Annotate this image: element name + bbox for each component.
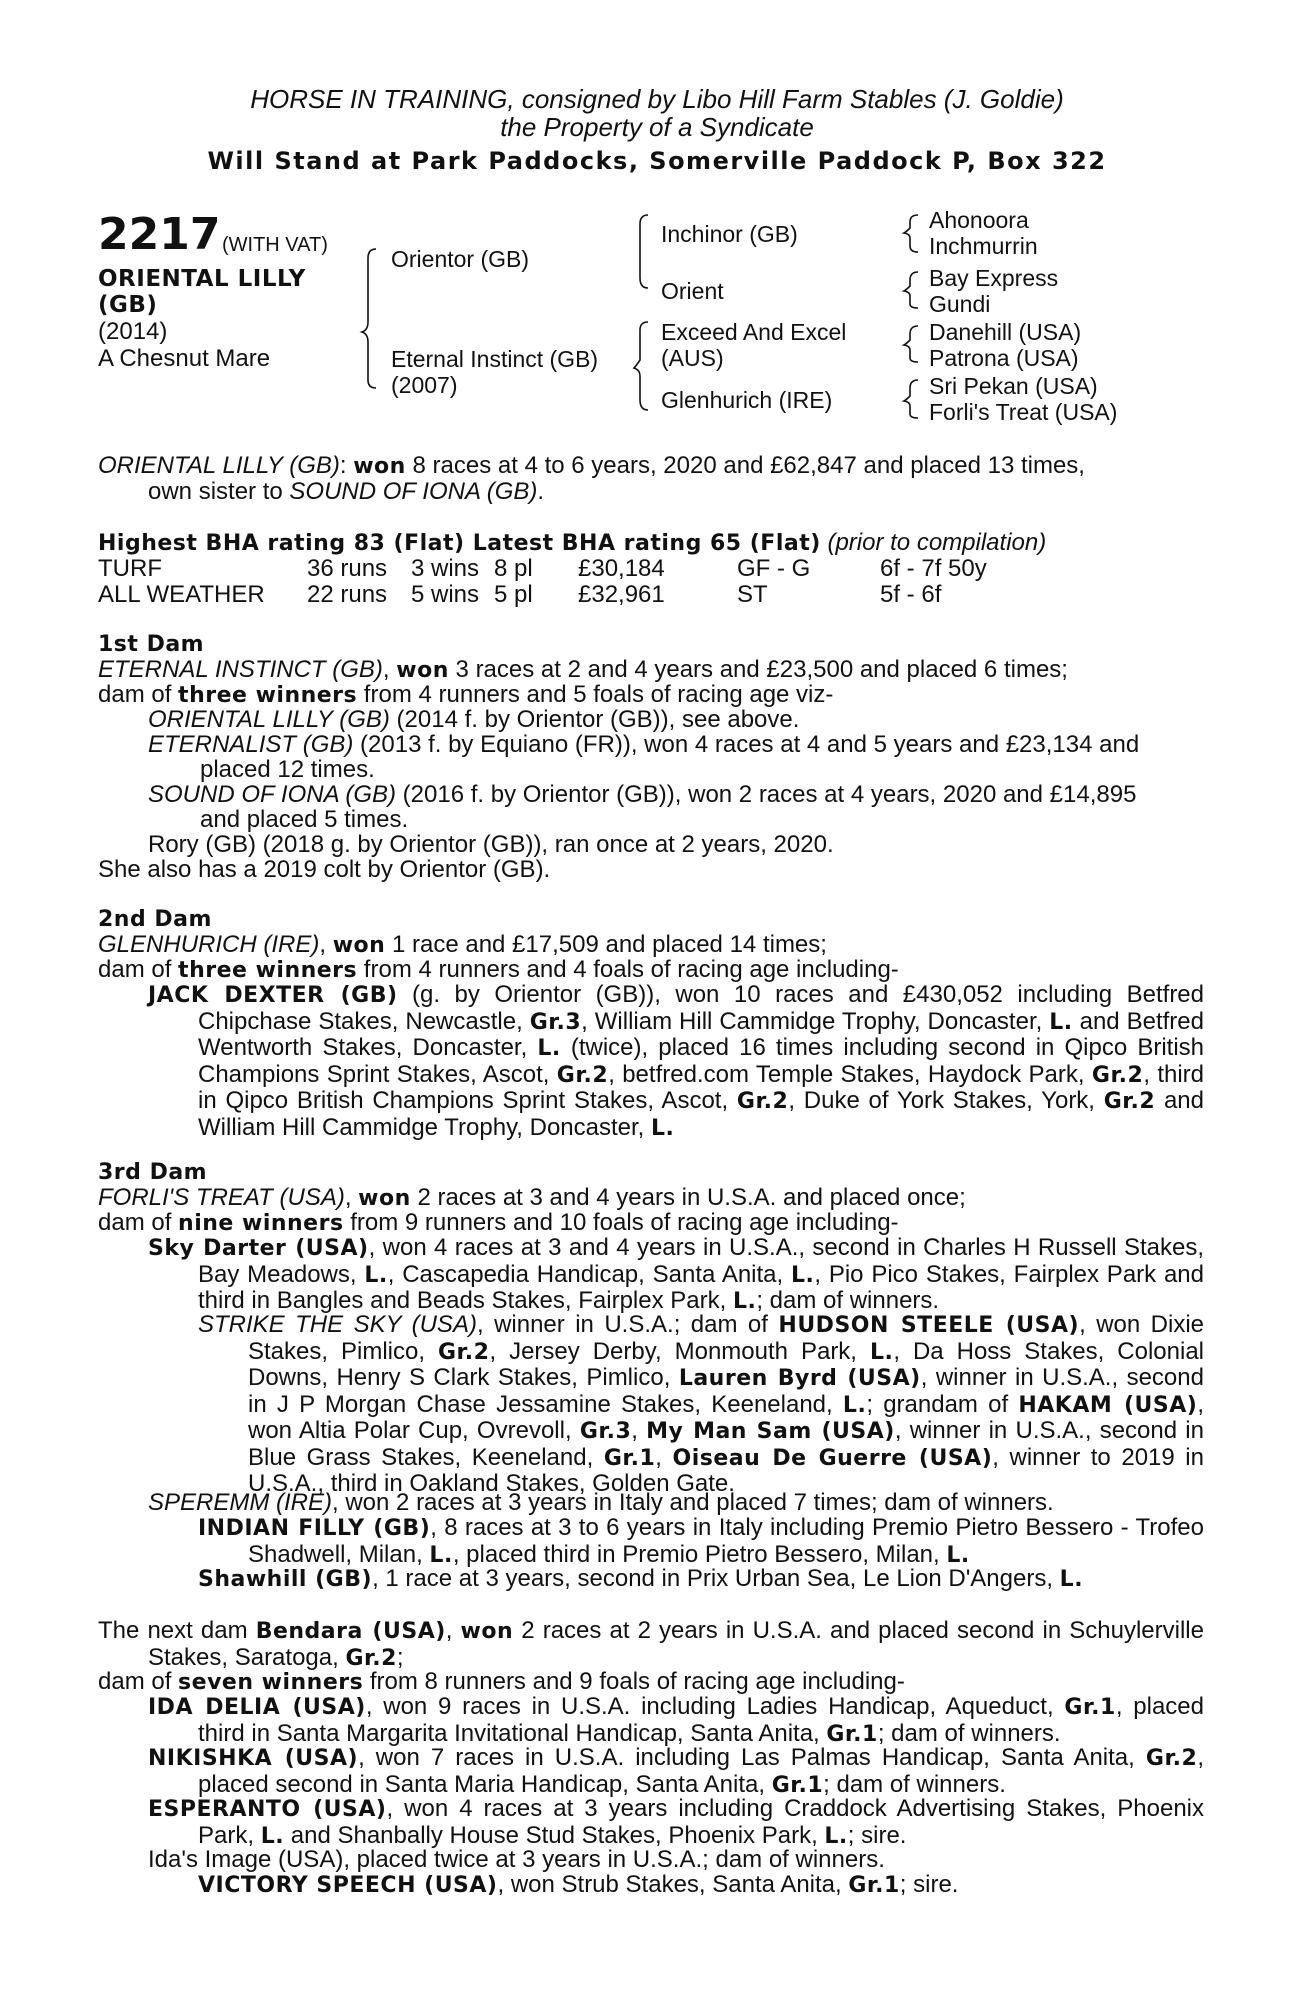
- idas-image-entry: Ida's Image (USA), placed twice at 3 years in U.S.A.; dam of winners.: [148, 1846, 885, 1873]
- ida-delia-entry: [148, 1694, 1204, 1747]
- dam2-won: won: [332, 933, 386, 958]
- dam1-progeny-1: [148, 707, 799, 733]
- dam1-won: won: [396, 658, 449, 683]
- strike-the-sky-entry: [198, 1312, 1204, 1497]
- pedigree-brackets: [0, 0, 1314, 440]
- esp-text-3: ; sire.: [847, 1821, 907, 1849]
- dam3-line: FORLI'S TREAT (USA), won 2 races at 3 and 4 years in U.S.A. and placed once;: [98, 1184, 966, 1211]
- nik-text-3: ; dam of winners.: [823, 1770, 1006, 1798]
- esperanto-name: ESPERANTO (USA): [148, 1797, 387, 1822]
- shawhill-listed: L.: [1059, 1567, 1084, 1592]
- pedigree-g4: Gundi: [929, 291, 991, 317]
- sky-darter-name: Sky Darter (USA): [148, 1236, 369, 1261]
- dam2-text: 1 race and £17,509 and placed 14 times;: [391, 931, 827, 958]
- shawhill-entry: [198, 1566, 1083, 1593]
- aw-wins: 5 wins: [411, 581, 480, 608]
- jd-text-7: , Duke of York Stakes, York,: [788, 1087, 1104, 1114]
- shawhill-text: , 1 race at 3 years, second in Prix Urban Sea, Le Lion D'Angers,: [372, 1565, 1060, 1592]
- progeny-2-name: ETERNALIST (GB): [148, 731, 354, 758]
- jd-text-2: , William Hill Cammidge Trophy, Doncaster,: [581, 1007, 1050, 1035]
- shawhill-name: Shawhill (GB): [198, 1567, 373, 1592]
- vat-note: (WITH VAT): [222, 234, 328, 256]
- jd-text-5: , betfred.com Temple Stakes, Haydock Park,: [608, 1060, 1092, 1088]
- dam2-winners-text: from 4 runners and 4 foals of racing age including-: [357, 956, 899, 983]
- bendara-text: 2 races at 2 years in U.S.A. and placed second in Schuylerville Stakes, Saratoga,: [148, 1617, 1204, 1671]
- pedigree-g8: Forli's Treat (USA): [929, 399, 1118, 425]
- indian-listed-1: L.: [429, 1542, 453, 1568]
- strike-text-4: , Da Hoss Stakes, Colonial Downs, Henry S Clark Stakes, Pimlico,: [248, 1337, 1204, 1391]
- lauren-byrd: Lauren Byrd (USA): [678, 1366, 921, 1391]
- strike-name: STRIKE THE SKY (USA): [198, 1311, 477, 1338]
- jd-listed-3: L.: [651, 1115, 675, 1141]
- jd-gr2-2: Gr.2: [1091, 1062, 1144, 1088]
- victory-speech-entry: [198, 1872, 958, 1899]
- bendara-comma: ,: [445, 1617, 461, 1644]
- sky-text-2: , Cascapedia Handicap, Santa Anita,: [387, 1260, 791, 1288]
- ida-gr1-2: Gr.1: [826, 1721, 878, 1747]
- dam2-winners: three winners: [178, 958, 358, 983]
- ratings-headline: [98, 530, 1046, 557]
- sky-text-3: , Pio Pico Stakes, Fairplex Park and third in Bangles and Beads Stakes, Fairplex Park,: [198, 1260, 1205, 1314]
- hudson-steele: HUDSON STEELE (USA): [778, 1313, 1080, 1338]
- dam1-progeny-2-cont: placed 12 times.: [200, 756, 375, 783]
- pedigree-sire-sire: Inchinor (GB): [661, 221, 798, 247]
- jd-gr2-3: Gr.2: [736, 1089, 789, 1114]
- dam2-damof-label: dam of: [98, 956, 179, 983]
- jd-listed-2: L.: [537, 1036, 561, 1061]
- esp-listed-1: L.: [260, 1823, 285, 1849]
- jd-text-1: (g. by Orientor (GB)), won 10 races and £430,052 including Betfred Chipchase Stakes, Newcastle,: [198, 981, 1205, 1035]
- pedigree-dam-sire: Exceed And Excel: [661, 319, 847, 345]
- lot-number: 2217: [98, 209, 221, 260]
- strike-text-8: , winner in U.S.A., second in Blue Grass Stakes, Keeneland,: [248, 1417, 1204, 1471]
- ida-delia-name: IDA DELIA (USA): [148, 1695, 366, 1720]
- vic-text-1: , won Strub Stakes, Santa Anita,: [497, 1871, 849, 1898]
- dam1-name: ETERNAL INSTINCT (GB): [98, 656, 383, 683]
- horse-description: A Chesnut Mare: [98, 345, 271, 372]
- progeny-3-text: (2016 f. by Orientor (GB)), won 2 races at 4 years, 2020 and £14,895: [396, 781, 1137, 808]
- pedigree-sire-dam: Orient: [661, 278, 724, 304]
- jd-gr2-1: Gr.2: [556, 1062, 609, 1088]
- aw-going: ST: [737, 581, 768, 608]
- turf-wins: 3 wins: [411, 555, 480, 582]
- strike-comma-2: ,: [655, 1443, 673, 1471]
- aw-distance: 5f - 6f: [880, 581, 942, 608]
- progeny-3-name: SOUND OF IONA (GB): [148, 781, 397, 808]
- aw-surface: ALL WEATHER: [98, 581, 265, 608]
- indian-listed-2: L.: [946, 1542, 970, 1568]
- pedigree-g5: Danehill (USA): [929, 319, 1082, 345]
- turf-distance: 6f - 7f 50y: [880, 555, 987, 582]
- sky-text-1: , won 4 races at 3 and 4 years in U.S.A., second in Charles H Russell Stakes, Bay Meadows,: [198, 1234, 1204, 1288]
- nik-gr2: Gr.2: [1145, 1746, 1198, 1771]
- pedigree-g3: Bay Express: [929, 265, 1059, 291]
- ratings-text: Highest BHA rating 83 (Flat) Latest BHA rating 65 (Flat): [98, 531, 821, 556]
- dam3-dam-of: [98, 1210, 899, 1237]
- sky-listed-1: L.: [364, 1262, 388, 1288]
- pedigree-g2: Inchmurrin: [929, 233, 1038, 259]
- dam2-heading: 2nd Dam: [98, 907, 212, 932]
- progeny-2-text: (2013 f. by Equiano (FR)), won 4 races at 4 and 5 years and £23,134 and: [353, 731, 1140, 758]
- summary-sister-name: SOUND OF IONA (GB): [289, 478, 538, 505]
- sky-text-4: ; dam of winners.: [756, 1287, 940, 1314]
- nextdam-winners-text: from 8 runners and 9 foals of racing age including-: [363, 1668, 905, 1695]
- strike-text-9: , winner to 2019 in U.S.A., third in Oakland Stakes, Golden Gate.: [248, 1443, 1204, 1497]
- dam1-line: ETERNAL INSTINCT (GB), won 3 races at 2 and 4 years and £23,500 and placed 6 times;: [98, 656, 1068, 683]
- summary-won: won: [353, 454, 406, 479]
- aw-prize: £32,961: [578, 581, 665, 608]
- jd-listed-1: L.: [1049, 1009, 1073, 1035]
- nik-text-1: , won 7 races in U.S.A. including Las Palmas Handicap, Santa Anita,: [358, 1744, 1146, 1771]
- dam2-dam-of: [98, 957, 899, 984]
- jack-dexter-entry: [148, 982, 1204, 1141]
- dam1-progeny-3: [148, 782, 1136, 808]
- dam1-progeny-3-cont: and placed 5 times.: [200, 806, 409, 833]
- nextdam-winners: seven winners: [178, 1670, 364, 1695]
- nik-gr1: Gr.1: [771, 1772, 824, 1798]
- strike-text-1: , winner in U.S.A.; dam of: [476, 1311, 779, 1338]
- jd-text-4: (twice), placed 16 times including second in Qipco British Champions Sprint Stakes, Ascot,: [198, 1034, 1204, 1088]
- indian-filly-name: INDIAN FILLY (GB): [198, 1516, 431, 1541]
- horse-name: ORIENTAL LILLY: [98, 266, 306, 292]
- nikishka-name: NIKISHKA (USA): [148, 1746, 359, 1771]
- dam1-winners-text: from 4 runners and 5 foals of racing age viz-: [357, 681, 834, 708]
- pedigree-dam-sire-origin: (AUS): [661, 345, 724, 371]
- speremm-text: , won 2 races at 3 years in Italy and placed 7 times; dam of winners.: [332, 1489, 1054, 1516]
- dam1-dam-of: [98, 682, 833, 709]
- strike-listed-1: L.: [869, 1339, 894, 1365]
- vic-text-2: ; sire.: [899, 1871, 959, 1898]
- jd-text-6: , third in Qipco British Champions Sprint Stakes, Ascot,: [198, 1060, 1205, 1114]
- dam3-winners-text: from 9 runners and 10 foals of racing age including-: [343, 1209, 899, 1236]
- ida-text-2: , placed third in Santa Margarita Invitational Handicap, Santa Anita,: [198, 1693, 1204, 1747]
- summary-own-sister: own sister to: [148, 478, 290, 505]
- victory-speech-name: VICTORY SPEECH (USA): [198, 1873, 498, 1898]
- vic-gr1: Gr.1: [848, 1873, 900, 1898]
- pedigree-g1: Ahonoora: [929, 207, 1029, 233]
- dam1-progeny-5: She also has a 2019 colt by Orientor (GB).: [98, 856, 551, 883]
- dam1-damof-label: dam of: [98, 681, 179, 708]
- strike-text-5: , winner in U.S.A., second in J P Morgan Chase Jessamine Stakes, Keeneland,: [248, 1364, 1204, 1418]
- pedigree-g6: Patrona (USA): [929, 345, 1079, 371]
- strike-text-6: ; grandam of: [866, 1390, 1019, 1418]
- indian-filly-entry: [198, 1515, 1204, 1568]
- pedigree-g7: Sri Pekan (USA): [929, 373, 1098, 399]
- jack-dexter-name: JACK DEXTER (GB): [148, 983, 398, 1008]
- speremm-entry: [148, 1490, 1054, 1516]
- dam1-winners: three winners: [178, 683, 358, 708]
- jd-gr2-4: Gr.2: [1103, 1089, 1156, 1114]
- ida-gr1-1: Gr.1: [1064, 1695, 1116, 1720]
- strike-gr1: Gr.1: [603, 1445, 656, 1471]
- nextdam-dam-of: [98, 1669, 905, 1696]
- turf-placed: 8 pl: [494, 555, 533, 582]
- bendara-won: won: [460, 1619, 514, 1644]
- hakam: HAKAM (USA): [1018, 1392, 1198, 1418]
- summary-line-2: [148, 479, 544, 505]
- dam3-name: FORLI'S TREAT (USA): [98, 1184, 345, 1211]
- dam3-winners: nine winners: [178, 1211, 344, 1236]
- bendara-semi: ;: [396, 1643, 404, 1671]
- summary-end: .: [537, 478, 545, 505]
- dam1-progeny-2: [148, 732, 1139, 758]
- summary-colon: :: [339, 452, 347, 479]
- turf-prize: £30,184: [578, 555, 665, 582]
- strike-comma: ,: [631, 1417, 647, 1444]
- next-dam-lead: The next dam: [98, 1617, 256, 1644]
- nextdam-damof-label: dam of: [98, 1668, 179, 1695]
- esp-text-1: , won 4 races at 3 years including Craddock Advertising Stakes, Phoenix Park,: [198, 1795, 1204, 1849]
- my-man-sam: My Man Sam (USA): [646, 1419, 895, 1444]
- progeny-1-text: (2014 f. by Orientor (GB)), see above.: [389, 706, 800, 733]
- dam3-heading: 3rd Dam: [98, 1160, 208, 1185]
- turf-going: GF - G: [737, 555, 811, 582]
- ratings-note: (prior to compilation): [827, 529, 1047, 556]
- race-summary: [98, 453, 1204, 480]
- ida-text-1: , won 9 races in U.S.A. including Ladies Handicap, Aqueduct,: [365, 1693, 1065, 1720]
- next-dam-entry: [98, 1618, 1204, 1671]
- oiseau-de-guerre: Oiseau De Guerre (USA): [672, 1445, 993, 1471]
- bendara-name: Bendara (USA): [255, 1619, 446, 1644]
- bendara-gr2: Gr.2: [345, 1645, 397, 1671]
- dam3-damof-label: dam of: [98, 1209, 179, 1236]
- header-line-2: the Property of a Syndicate: [500, 112, 814, 142]
- header-line-1: HORSE IN TRAINING, consigned by Libo Hill Farm Stables (J. Goldie): [250, 84, 1064, 114]
- aw-runs: 22 runs: [307, 581, 388, 608]
- strike-text-2: , won Dixie Stakes, Pimlico,: [248, 1311, 1205, 1365]
- esp-text-2: and Shanbally House Stud Stakes, Phoenix Park,: [284, 1821, 825, 1849]
- aw-placed: 5 pl: [494, 581, 533, 608]
- jd-gr3: Gr.3: [529, 1009, 582, 1035]
- summary-text: 8 races at 4 to 6 years, 2020 and £62,847 and placed 13 times,: [412, 452, 1085, 479]
- horse-name-origin: (GB): [98, 292, 158, 318]
- indian-text-1: , 8 races at 3 to 6 years in Italy including Premio Pietro Bessero - Trofeo Shadwell, Milan,: [248, 1514, 1204, 1568]
- nikishka-entry: [148, 1745, 1204, 1798]
- ida-text-3: ; dam of winners.: [877, 1719, 1061, 1747]
- dam3-text: 2 races at 3 and 4 years in U.S.A. and placed once;: [417, 1184, 966, 1211]
- pedigree-dam: Eternal Instinct (GB): [391, 346, 599, 372]
- dam1-progeny-4: Rory (GB) (2018 g. by Orientor (GB)), ran once at 2 years, 2020.: [148, 831, 834, 858]
- jd-text-3: and Betfred Wentworth Stakes, Doncaster,: [198, 1007, 1204, 1061]
- sky-listed-3: L.: [732, 1289, 757, 1314]
- strike-listed-2: L.: [842, 1392, 867, 1418]
- pedigree-dam-dam: Glenhurich (IRE): [661, 387, 833, 413]
- dam2-name: GLENHURICH (IRE): [98, 931, 320, 958]
- sky-listed-2: L.: [790, 1262, 815, 1288]
- speremm-name: SPEREMM (IRE): [148, 1489, 333, 1516]
- esperanto-entry: [148, 1796, 1204, 1849]
- horse-year: (2014): [98, 318, 168, 345]
- strike-gr3: Gr.3: [579, 1419, 632, 1444]
- turf-runs: 36 runs: [307, 555, 388, 582]
- esp-listed-2: L.: [824, 1823, 848, 1849]
- dam1-text: 3 races at 2 and 4 years and £23,500 and placed 6 times;: [455, 656, 1068, 683]
- strike-gr2: Gr.2: [438, 1339, 490, 1365]
- header-line-3: Will Stand at Park Paddocks, Somerville Paddock P, Box 322: [207, 147, 1107, 175]
- strike-text-3: , Jersey Derby, Monmouth Park,: [489, 1337, 870, 1365]
- pedigree-dam-year: (2007): [391, 372, 458, 398]
- nik-text-2: , placed second in Santa Maria Handicap, Santa Anita,: [198, 1744, 1204, 1798]
- dam1-heading: 1st Dam: [98, 632, 205, 657]
- dam3-won: won: [358, 1186, 411, 1211]
- dam2-line: GLENHURICH (IRE), won 1 race and £17,509 and placed 14 times;: [98, 931, 827, 958]
- pedigree-sire: Orientor (GB): [391, 246, 530, 272]
- strike-text-7: , won Altia Polar Cup, Ovrevoll,: [248, 1390, 1204, 1444]
- turf-surface: TURF: [98, 555, 162, 582]
- summary-horse: ORIENTAL LILLY (GB): [98, 452, 340, 479]
- indian-text-2: , placed third in Premio Pietro Bessero, Milan,: [452, 1540, 947, 1568]
- sky-darter-entry: [148, 1235, 1204, 1315]
- progeny-1-name: ORIENTAL LILLY (GB): [148, 706, 390, 733]
- jd-text-8: and William Hill Cammidge Trophy, Doncaster,: [198, 1087, 1204, 1141]
